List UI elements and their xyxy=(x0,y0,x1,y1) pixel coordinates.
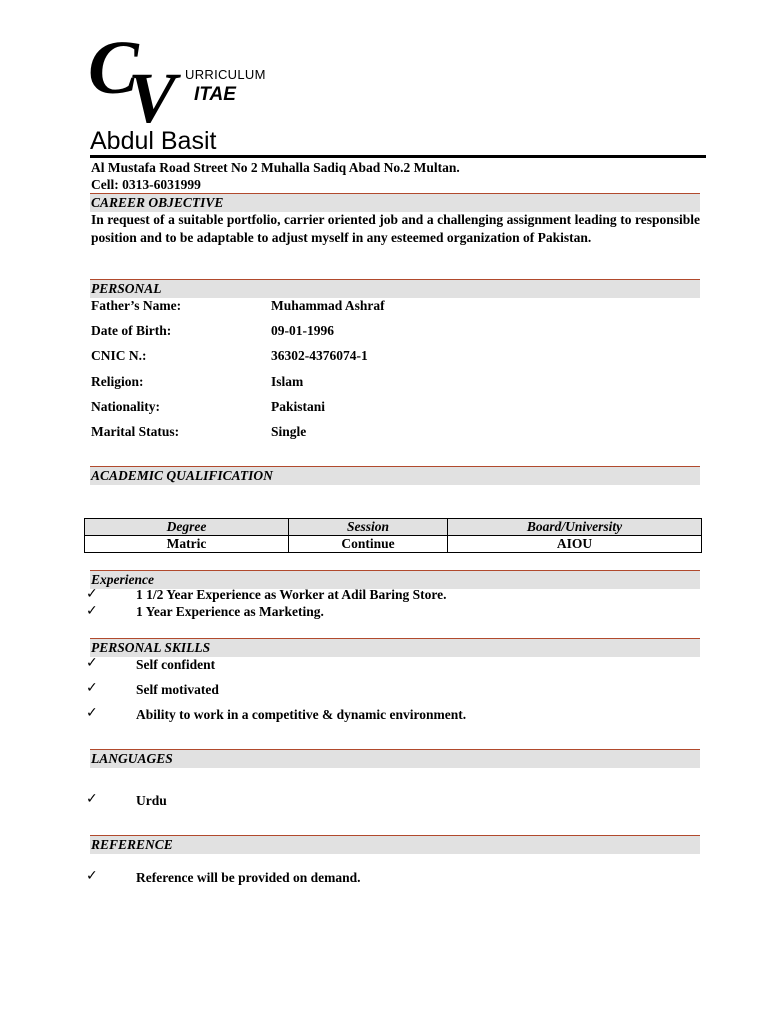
personal-value: Pakistani xyxy=(271,399,326,414)
logo-letter-c: C xyxy=(88,26,139,110)
checkmark-icon: ✓ xyxy=(86,705,98,721)
personal-value: 36302-4376074-1 xyxy=(271,348,368,363)
section-languages xyxy=(90,749,700,768)
personal-label: Nationality: xyxy=(91,399,160,414)
academic-table xyxy=(84,518,702,553)
section-title: ACADEMIC QUALIFICATION xyxy=(91,468,273,483)
section-personal xyxy=(90,279,700,298)
table-cell: Matric xyxy=(85,536,289,553)
list-item: Ability to work in a competitive & dynamic environment. xyxy=(136,707,467,722)
logo-letter-v: V xyxy=(128,58,177,138)
section-title: PERSONAL xyxy=(91,281,162,296)
list-item: Self confident xyxy=(136,657,216,672)
list-item: Self motivated xyxy=(136,682,219,697)
section-skills xyxy=(90,638,700,657)
table-header-row xyxy=(85,519,702,536)
address: Al Mustafa Road Street No 2 Muhalla Sadiq Abad No.2 Multan. xyxy=(91,160,460,175)
column-header: Session xyxy=(289,519,448,536)
checkmark-icon: ✓ xyxy=(86,603,98,619)
header-divider xyxy=(90,155,706,158)
column-header: Degree xyxy=(85,519,289,536)
section-title: Experience xyxy=(91,572,154,587)
list-item: Urdu xyxy=(136,793,167,808)
table-cell: Continue xyxy=(289,536,448,553)
personal-value: Single xyxy=(271,424,307,439)
checkmark-icon: ✓ xyxy=(86,791,98,807)
section-title: CAREER OBJECTIVE xyxy=(91,195,224,210)
checkmark-icon: ✓ xyxy=(86,655,98,671)
section-reference xyxy=(90,835,700,854)
cell-number: Cell: 0313-6031999 xyxy=(91,177,201,192)
applicant-name: Abdul Basit xyxy=(90,127,217,155)
checkmark-icon: ✓ xyxy=(86,868,98,884)
personal-label: Religion: xyxy=(91,374,144,389)
list-item: 1 1/2 Year Experience as Worker at Adil Baring Store. xyxy=(136,587,447,602)
logo-word-itae: ITAE xyxy=(194,84,236,105)
table-cell: AIOU xyxy=(448,536,702,553)
column-header: Board/University xyxy=(448,519,702,536)
personal-label: Date of Birth: xyxy=(91,323,172,338)
section-title: PERSONAL SKILLS xyxy=(91,640,211,655)
section-career-objective xyxy=(90,193,700,212)
section-title: LANGUAGES xyxy=(91,751,173,766)
section-academic xyxy=(90,466,700,485)
objective-text: In request of a suitable portfolio, carrier oriented job and a challenging assignment leading to responsible position and to be adaptable to adjust myself in any esteemed organization of Pakistan. xyxy=(91,212,700,245)
personal-value: 09-01-1996 xyxy=(271,323,334,338)
list-item: Reference will be provided on demand. xyxy=(136,870,361,885)
checkmark-icon: ✓ xyxy=(86,586,98,602)
checkmark-icon: ✓ xyxy=(86,680,98,696)
personal-label: Marital Status: xyxy=(91,424,180,439)
section-title: REFERENCE xyxy=(91,837,173,852)
table-row xyxy=(85,536,702,553)
personal-label: CNIC N.: xyxy=(91,348,147,363)
logo-word-urriculum: URRICULUM xyxy=(185,67,266,82)
list-item: 1 Year Experience as Marketing. xyxy=(136,604,324,619)
personal-label: Father’s Name: xyxy=(91,298,182,313)
personal-value: Islam xyxy=(271,374,304,389)
personal-value: Muhammad Ashraf xyxy=(271,298,385,313)
